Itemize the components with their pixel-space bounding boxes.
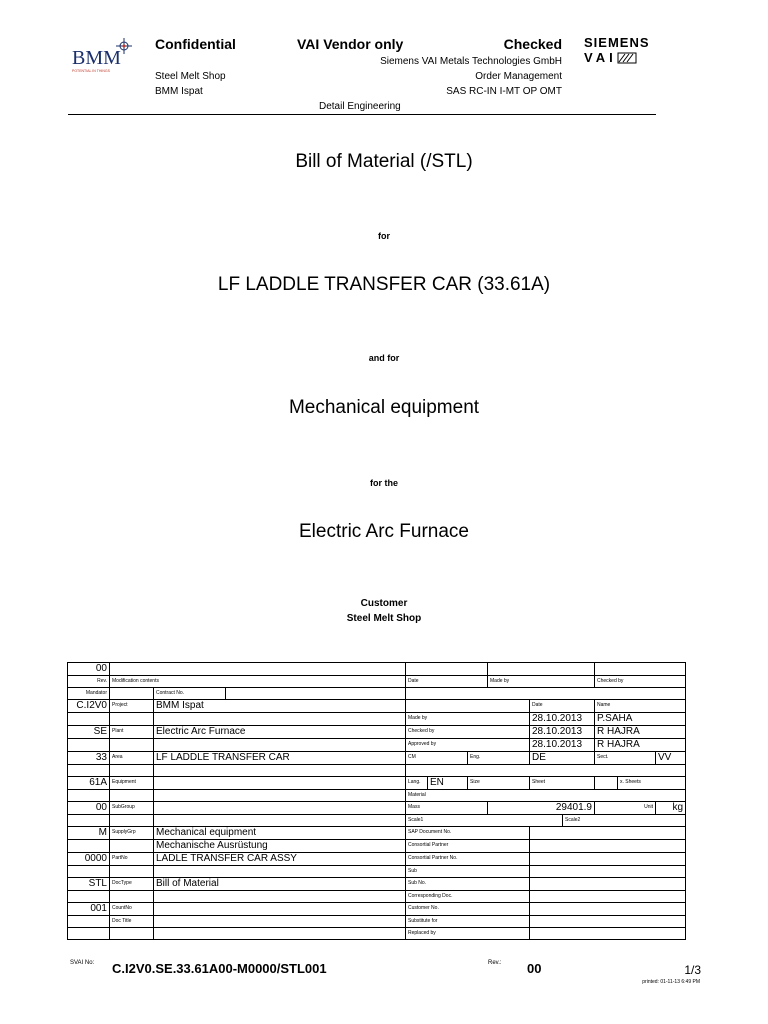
substitute-for-label: Substitute for: [406, 916, 530, 928]
plant-label: Plant: [110, 726, 154, 739]
unit-value: kg: [656, 802, 686, 815]
supplygrp-label: SupplyGrp: [110, 827, 154, 840]
mandator-label: Mandator: [68, 688, 110, 700]
rev-top: 00: [68, 663, 110, 676]
made-date: 28.10.2013: [530, 713, 595, 726]
customer-no-label: Customer No.: [406, 903, 530, 916]
svai-number: C.I2V0.SE.33.61A00-M0000/STL001: [112, 961, 327, 976]
checked-by-label: Checked by: [595, 676, 686, 688]
mass-value: 29401.9: [488, 802, 595, 815]
page-number: 1/3: [684, 963, 701, 977]
mass-label: Mass: [406, 802, 488, 815]
sheet-label: Sheet: [530, 777, 595, 790]
scale2-label: Scale2: [563, 815, 686, 827]
area-value: LF LADDLE TRANSFER CAR: [154, 752, 406, 765]
subgroup-label: SubGroup: [110, 802, 154, 815]
consortial-partner-no-label: Consortial Partner No.: [406, 853, 530, 866]
eng-label: Eng.: [468, 752, 530, 765]
checked-date: 28.10.2013: [530, 726, 595, 739]
size-label: Size: [468, 777, 530, 790]
order-management: Order Management: [475, 71, 562, 82]
sub-no-label: Sub No.: [406, 878, 530, 891]
cm-label: CM: [406, 752, 468, 765]
area-code: 33: [68, 752, 110, 765]
svai-label: SVAI No:: [70, 960, 95, 966]
sub-label: Sub: [406, 866, 530, 878]
partno-value: LADLE TRANSFER CAR ASSY: [154, 853, 406, 866]
vai-swoosh-icon: [617, 52, 637, 64]
project-code: C.I2V0: [68, 700, 110, 713]
approved-by-label: Approved by: [406, 739, 530, 752]
countno-label: CountNo: [110, 903, 154, 916]
supplygrp-value-2: Mechanische Ausrüstung: [154, 840, 406, 853]
supplygrp-value-1: Mechanical equipment: [154, 827, 406, 840]
bmm-logo-text: BMM: [72, 47, 121, 69]
contract-no-label: Contract No.: [154, 688, 226, 700]
bmm-logo: [72, 38, 132, 78]
partno-code: 0000: [68, 853, 110, 866]
consortial-partner-label: Consortial Partner: [406, 840, 530, 853]
doc-title-label: Doc Title: [110, 916, 154, 928]
doctype-value: Bill of Material: [154, 878, 406, 891]
supplygrp-code: M: [68, 827, 110, 840]
rev-footer-label: Rev.:: [488, 960, 502, 966]
date-label: Date: [406, 676, 488, 688]
equipment-label: Equipment: [110, 777, 154, 790]
checked-label: Checked: [503, 36, 562, 52]
vai-logo-text: VAI: [584, 50, 617, 65]
lang-value: EN: [428, 777, 468, 790]
department: SAS RC-IN I-MT OP OMT: [446, 86, 562, 97]
area-label: Area: [110, 752, 154, 765]
title-block-table: [67, 662, 686, 940]
equipment-code: 61A: [68, 777, 110, 790]
partno-label: PartNo: [110, 853, 154, 866]
client-name: BMM Ispat: [155, 86, 203, 97]
scale1-label: Scale1: [406, 815, 563, 827]
for-the-label: for the: [370, 478, 398, 488]
replaced-by-label: Replaced by: [406, 928, 530, 940]
unit-label: Unit: [595, 802, 656, 815]
name-label-2: Name: [595, 700, 686, 713]
subgroup-code: 00: [68, 802, 110, 815]
for-label: for: [378, 231, 390, 241]
company-name: Siemens VAI Metals Technologies GmbH: [380, 56, 562, 67]
de-value: DE: [530, 752, 595, 765]
and-for-label: and for: [368, 353, 400, 363]
made-by-label-2: Made by: [406, 713, 530, 726]
bmm-logo-tag: POTENTIAL IN THINGS: [72, 69, 110, 73]
date-label-2: Date: [530, 700, 595, 713]
checked-by-label-2: Checked by: [406, 726, 530, 739]
shop-name: Steel Melt Shop: [155, 71, 226, 82]
sap-document-label: SAP Document No.: [406, 827, 530, 840]
modification-label: Modification contents: [110, 676, 406, 688]
project-label: Project: [110, 700, 154, 713]
material-label: Material: [406, 790, 686, 802]
made-by-label: Made by: [488, 676, 595, 688]
equipment-title: LF LADDLE TRANSFER CAR (33.61A): [217, 274, 551, 295]
plant-value: Electric Arc Furnace: [154, 726, 406, 739]
no-sheets-label: x. Sheets: [618, 777, 686, 790]
detail-engineering: Detail Engineering: [319, 101, 401, 112]
customer-value: Steel Melt Shop: [346, 613, 422, 624]
customer-label: Customer: [360, 598, 408, 609]
doctype-code: STL: [68, 878, 110, 891]
document-title: Bill of Material (/STL): [295, 151, 473, 172]
countno-code: 001: [68, 903, 110, 916]
rev-footer-value: 00: [527, 961, 542, 976]
printed-timestamp: printed: 01-11-13 6:49 PM: [642, 979, 700, 985]
confidential-label: Confidential: [155, 36, 236, 52]
vv-value: VV: [656, 752, 686, 765]
rev-label: Rev.: [68, 676, 110, 688]
project-value: BMM Ispat: [154, 700, 406, 713]
siemens-logo-text: SIEMENS: [584, 35, 650, 50]
mechanical-title: Mechanical equipment: [288, 397, 480, 418]
vendor-label: VAI Vendor only: [297, 36, 404, 52]
approved-date: 28.10.2013: [530, 739, 595, 752]
siemens-vai-logo: [584, 36, 658, 68]
furnace-title: Electric Arc Furnace: [299, 521, 469, 542]
checked-name: R HAJRA: [595, 726, 686, 739]
plant-code: SE: [68, 726, 110, 739]
made-name: P.SAHA: [595, 713, 686, 726]
lang-label: Lang.: [406, 777, 428, 790]
corresponding-doc-label: Corresponding Doc.: [406, 891, 530, 903]
sect-label: Sect.: [595, 752, 656, 765]
header-divider: [68, 114, 656, 115]
doctype-label: DocType: [110, 878, 154, 891]
approved-name: R HAJRA: [595, 739, 686, 752]
